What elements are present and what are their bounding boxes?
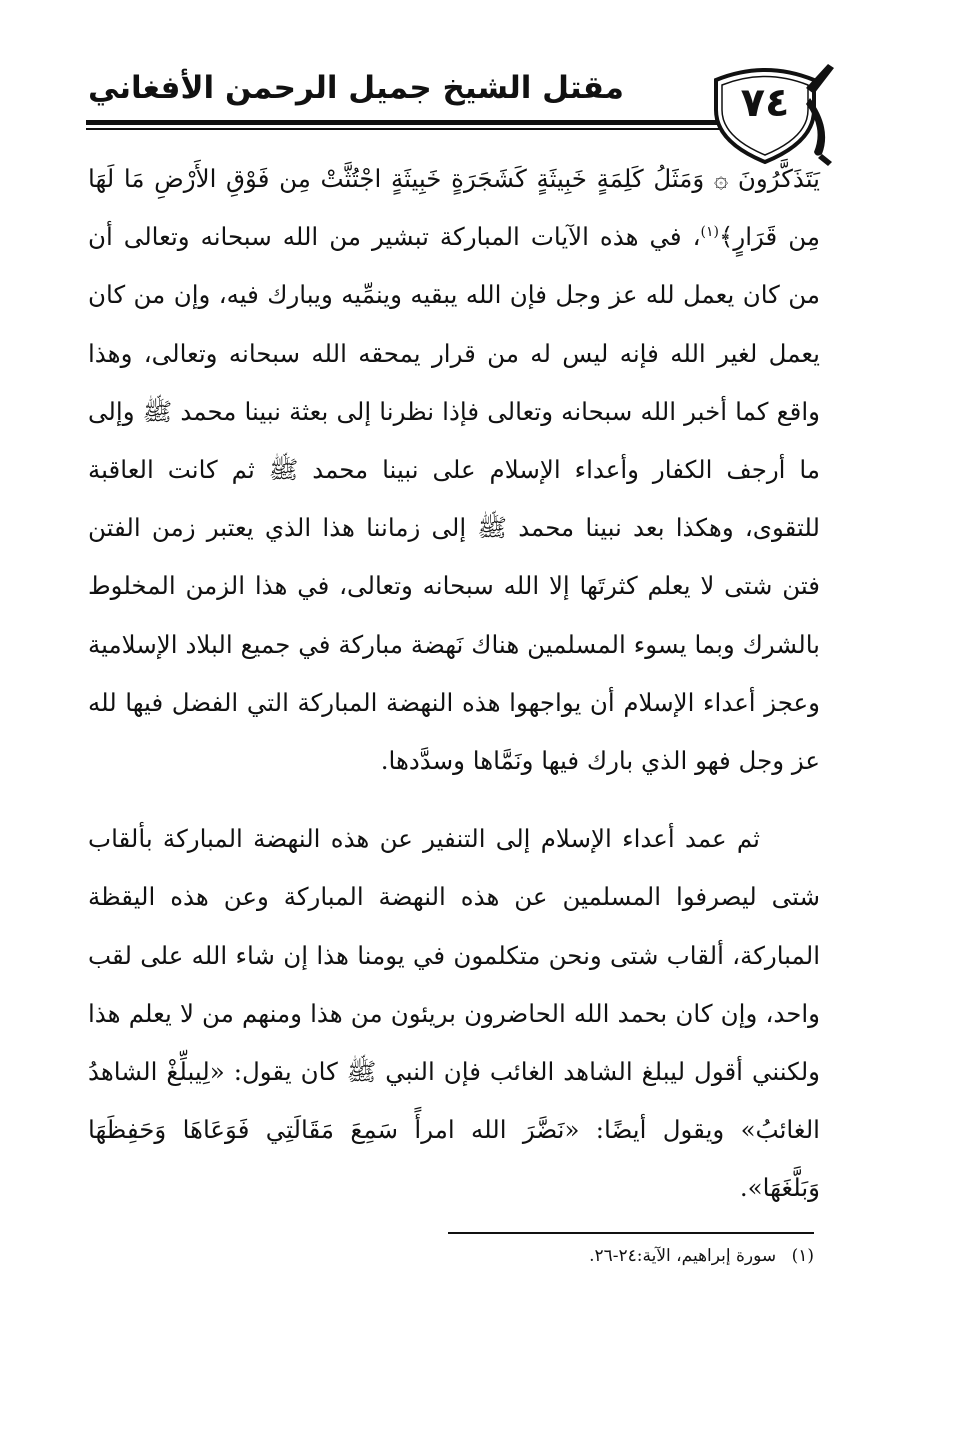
paragraph-1 — [88, 150, 820, 790]
footnote-ref: (١) — [700, 224, 720, 241]
paragraph-1-text: ، في هذه الآيات المباركة تبشير من الله سبحانه وتعالى أن من كان يعمل لله عز وجل فإن الله يبقيه وينمِّيه ويبارك فيه، وإن من كان يعمل لغير الله فإنه ليس له من قرار يمحقه الله سبحانه وتعالى، وهذا واقع كما أخبر الله سبحانه وتعالى فإذا نظرنا إلى بعثة نبينا محمد ﷺ وإلى ما أرجف الكفار وأعداء الإسلام على نبينا محمد ﷺ ثم كانت العاقبة للتقوى، وهكذا بعد نبينا محمد ﷺ إلى زماننا هذا الذي يعتبر زمن الفتن فتن شتى لا يعلم كثرتَها إلا الله سبحانه وتعالى، في هذا الزمن المخلوط بالشرك وبما يسوء المسلمين هناك نَهضة مباركة في جميع البلاد الإسلامية وعجز أعداء الإسلام أن يواجهوا هذه النهضة المباركة التي الفضل فيها لله عز وجل فهو الذي بارك فيها ونَمَّاها وسدَّدها. — [88, 222, 820, 776]
main-text — [88, 150, 820, 1218]
footnote — [448, 1244, 814, 1268]
footnote-number: (١) — [791, 1246, 814, 1266]
page-header — [80, 40, 880, 160]
quran-verse: يَتَذَكَّرُونَ ۞ وَمَثَلُ كَلِمَةٍ خَبِيثَةٍ كَشَجَرَةٍ خَبِيثَةٍ اجْتُثَّتْ مِن فَوْقِ الأَرْضِ مَا لَهَا مِن قَرَارٍ﴾ — [88, 164, 820, 252]
footnote-separator — [448, 1232, 814, 1234]
running-title: مقتل الشيخ جميل الرحمن الأفغاني — [88, 70, 624, 106]
page-number: ٧٤ — [740, 80, 790, 126]
footnote-text: سورة إبراهيم، الآية:٢٤-٢٦. — [589, 1246, 777, 1266]
paragraph-2: ثم عمد أعداء الإسلام إلى التنفير عن هذه النهضة المباركة بألقاب شتى ليصرفوا المسلمين عن هذه النهضة المباركة وعن هذه اليقظة المباركة، ألقاب شتى ونحن متكلمون في يومنا هذا إن شاء الله على لقب واحد، وإن كان بحمد الله الحاضرون بريئون من هذا ومنهم من لا يعلم هذا ولكنني أقول ليبلغ الشاهد الغائب فإن النبي ﷺ كان يقول: «لِيبلِّغْ الشاهدُ الغائبُ» ويقول أيضًا: «نَضَّرَ الله امرأً سَمِعَ مَقَالَتِي فَوَعَاهَا وَحَفِظَهَا وَبَلَّغَهَا». — [88, 824, 820, 1203]
